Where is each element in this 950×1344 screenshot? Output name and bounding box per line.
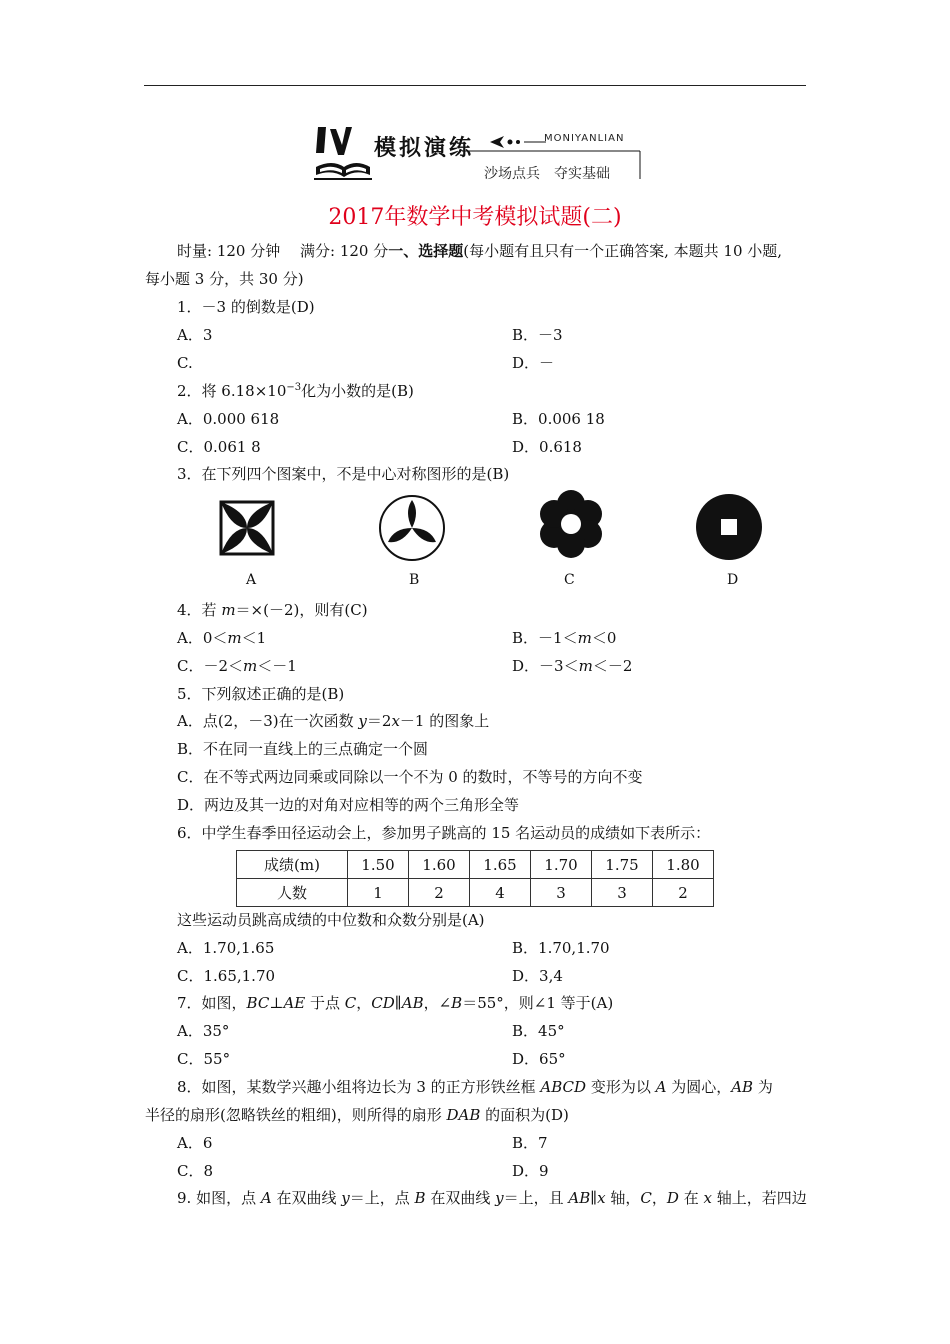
- q7-v1: BC: [246, 994, 270, 1012]
- table-cell: 2: [653, 879, 714, 907]
- banner-english: MONIYANLIAN: [544, 133, 625, 144]
- q8-option-a: A．6: [177, 1134, 213, 1152]
- q9-v2: y: [341, 1189, 350, 1207]
- question-9-stem: [177, 1188, 807, 1208]
- q9-v6: x: [597, 1189, 606, 1207]
- question-1-stem: 1．－3 的倒数是(D): [177, 298, 315, 316]
- table-cell: 1.75: [592, 851, 653, 879]
- q5-a-x: x: [391, 712, 400, 730]
- q4-c-var: m: [243, 657, 258, 675]
- q8-option-d: D．9: [512, 1162, 549, 1180]
- q4-a-pre: A．0＜: [177, 629, 228, 647]
- table-cell: 2: [409, 879, 470, 907]
- table-cell: 1: [348, 879, 409, 907]
- q4-b-pre: B．－1＜: [512, 629, 578, 647]
- q5-option-c: C．在不等式两边同乘或同除以一个不为 0 的数时，不等号的方向不变: [177, 768, 643, 786]
- question-3-stem: 3．在下列四个图案中，不是中心对称图形的是(B): [177, 465, 510, 483]
- q2-exponent: −3: [286, 382, 302, 393]
- q4-c-pre: C．－2＜: [177, 657, 244, 675]
- table-row: [237, 879, 714, 907]
- table-cell: 成绩(m): [237, 851, 348, 879]
- q8-t4: 为: [753, 1078, 773, 1096]
- intro-line-2: 每小题 3 分，共 30 分): [145, 270, 304, 288]
- figure-label-c: C: [564, 572, 575, 588]
- table-cell: 4: [470, 879, 531, 907]
- q6-option-d: D．3,4: [512, 967, 563, 985]
- q7-option-d: D．65°: [512, 1050, 566, 1068]
- full-score: 满分: 120 分: [300, 242, 389, 260]
- q4-c-post: ＜－1: [257, 657, 297, 675]
- q9-v5: AB: [568, 1189, 591, 1207]
- table-cell: 1.80: [653, 851, 714, 879]
- q9-v3: B: [414, 1189, 426, 1207]
- q9-v7: C: [640, 1189, 652, 1207]
- q4-a-var: m: [227, 629, 242, 647]
- q5-a-pre: A．点(2，－3)在一次函数: [177, 712, 359, 730]
- q4-d-var: m: [578, 657, 593, 675]
- q1-option-c: C.: [177, 354, 193, 372]
- q2-option-d: D．0.618: [512, 438, 582, 456]
- figure-a-square-pattern: [219, 500, 275, 556]
- q9-t4: 在双曲线: [425, 1189, 496, 1207]
- q2-stem-pre: 2．将 6.18×10: [177, 382, 287, 400]
- q8-option-b: B．7: [512, 1134, 548, 1152]
- q1-option-a: A．3: [177, 326, 213, 344]
- banner-subtitle: 沙场点兵 夺实基础: [484, 166, 610, 182]
- q4-option-d: [512, 656, 632, 676]
- q7-t6: ，∠: [423, 994, 452, 1012]
- q7-option-a: A．35°: [177, 1022, 230, 1040]
- q9-v8: D: [666, 1189, 679, 1207]
- q2-option-c: C．0.061 8: [177, 438, 261, 456]
- q5-option-d: D．两边及其一边的对角对应相等的两个三角形全等: [177, 796, 520, 814]
- q7-v2: AE: [283, 994, 306, 1012]
- book-logo-icon: [312, 123, 374, 185]
- q4-stem-pre: 4．若: [177, 601, 222, 619]
- q9-v4: y: [495, 1189, 504, 1207]
- question-8-stem: [177, 1077, 773, 1097]
- q9-t2: 在双曲线: [271, 1189, 342, 1207]
- q8-v3: AB: [731, 1078, 754, 1096]
- table-row: [237, 851, 714, 879]
- q5-a-y: y: [358, 712, 367, 730]
- q7-v3: C: [344, 994, 357, 1012]
- figure-label-d: D: [727, 572, 739, 588]
- section-heading: 一、选择题: [388, 242, 464, 260]
- figure-b-three-leaf: [378, 494, 446, 562]
- q9-v9: x: [703, 1189, 712, 1207]
- q8-t5: 半径的扇形(忽略铁丝的粗细)，则所得的扇形: [145, 1106, 447, 1124]
- q9-t9: 在: [678, 1189, 704, 1207]
- q9-t3: ＝上，点: [349, 1189, 415, 1207]
- q5-a-mid: ＝2: [366, 712, 392, 730]
- q9-v1: A: [260, 1189, 272, 1207]
- question-5-stem: 5．下列叙述正确的是(B): [177, 685, 345, 703]
- q7-t3: 于点: [305, 994, 345, 1012]
- q1-option-b: B．－3: [512, 326, 563, 344]
- table-cell: 1.65: [470, 851, 531, 879]
- q2-stem-post: 化为小数的是(B): [301, 382, 414, 400]
- figure-d-coin: [694, 492, 764, 562]
- q8-v1: ABCD: [540, 1078, 587, 1096]
- banner-title: 模拟演练: [374, 136, 475, 161]
- q4-option-a: [177, 628, 266, 648]
- question-2-stem: [177, 381, 414, 401]
- q8-t2: 变形为以: [586, 1078, 656, 1096]
- q7-option-c: C．55°: [177, 1050, 231, 1068]
- q7-t5: ∥: [394, 994, 402, 1012]
- section-note: (每小题有且只有一个正确答案, 本题共 10 小题,: [463, 242, 783, 260]
- q9-t10: 轴上，若四边: [711, 1189, 807, 1207]
- q8-t1: 8．如图，某数学兴趣小组将边长为 3 的正方形铁丝框: [177, 1078, 541, 1096]
- q7-t4: ，: [356, 994, 372, 1012]
- q4-b-post: ＜0: [591, 629, 617, 647]
- figure-label-b: B: [409, 572, 420, 588]
- q4-b-var: m: [577, 629, 592, 647]
- q6-option-a: A．1.70,1.65: [177, 939, 275, 957]
- header-rule: [144, 85, 806, 86]
- q5-option-b: B．不在同一直线上的三点确定一个圆: [177, 740, 429, 758]
- q4-d-pre: D．－3＜: [512, 657, 579, 675]
- q4-var: m: [221, 601, 236, 619]
- q7-t1: 7．如图，: [177, 994, 247, 1012]
- table-cell: 1.50: [348, 851, 409, 879]
- table-cell: 3: [592, 879, 653, 907]
- q2-option-b: B．0.006 18: [512, 410, 605, 428]
- question-6-stem: 6．中学生春季田径运动会上，参加男子跳高的 15 名运动员的成绩如下表所示：: [177, 824, 711, 842]
- q7-t2: ⊥: [269, 994, 284, 1012]
- q1-option-d: D．－: [512, 354, 555, 372]
- q4-stem-post: ＝×(－2)，则有(C): [235, 601, 368, 619]
- q7-v6: B: [451, 994, 463, 1012]
- table-cell: 1.60: [409, 851, 470, 879]
- q4-d-post: ＜－2: [592, 657, 633, 675]
- q8-v2: A: [655, 1078, 667, 1096]
- q8-t3: 为圆心，: [666, 1078, 732, 1096]
- q7-v4: CD: [371, 994, 395, 1012]
- q6-option-b: B．1.70,1.70: [512, 939, 610, 957]
- score-table: [236, 850, 714, 907]
- q8-v4: DAB: [446, 1106, 481, 1124]
- exam-time: 时量: 120 分钟: [177, 242, 281, 260]
- q2-option-a: A．0.000 618: [177, 410, 280, 428]
- table-cell: 人数: [237, 879, 348, 907]
- question-4-stem: [177, 600, 368, 620]
- question-8-stem-2: [145, 1105, 569, 1125]
- q9-t7: 轴，: [605, 1189, 641, 1207]
- q7-option-b: B．45°: [512, 1022, 565, 1040]
- q9-t1: 9. 如图，点: [177, 1189, 261, 1207]
- table-cell: 1.70: [531, 851, 592, 879]
- q5-a-post: －1 的图象上: [399, 712, 490, 730]
- q5-option-a: [177, 711, 489, 731]
- q4-option-b: [512, 628, 616, 648]
- q7-t7: ＝55°，则∠1 等于(A): [462, 994, 614, 1012]
- q8-option-c: C．8: [177, 1162, 214, 1180]
- q6-option-c: C．1.65,1.70: [177, 967, 276, 985]
- figure-c-flower: [537, 490, 605, 558]
- intro-line: [177, 241, 782, 261]
- q7-v5: AB: [401, 994, 424, 1012]
- q4-a-post: ＜1: [241, 629, 267, 647]
- page-title: 2017年数学中考模拟试题(二): [328, 205, 622, 230]
- figure-label-a: A: [246, 572, 257, 588]
- q8-t6: 的面积为(D): [480, 1106, 569, 1124]
- q9-t8: ，: [651, 1189, 667, 1207]
- question-6-followup: 这些运动员跳高成绩的中位数和众数分别是(A): [177, 911, 485, 929]
- q9-t5: ＝上，且: [503, 1189, 569, 1207]
- table-cell: 3: [531, 879, 592, 907]
- question-7-stem: [177, 993, 613, 1013]
- q4-option-c: [177, 656, 297, 676]
- q9-t6: ∥: [590, 1189, 598, 1207]
- arrow-dots-icon: [488, 135, 548, 149]
- section-banner: [312, 123, 642, 185]
